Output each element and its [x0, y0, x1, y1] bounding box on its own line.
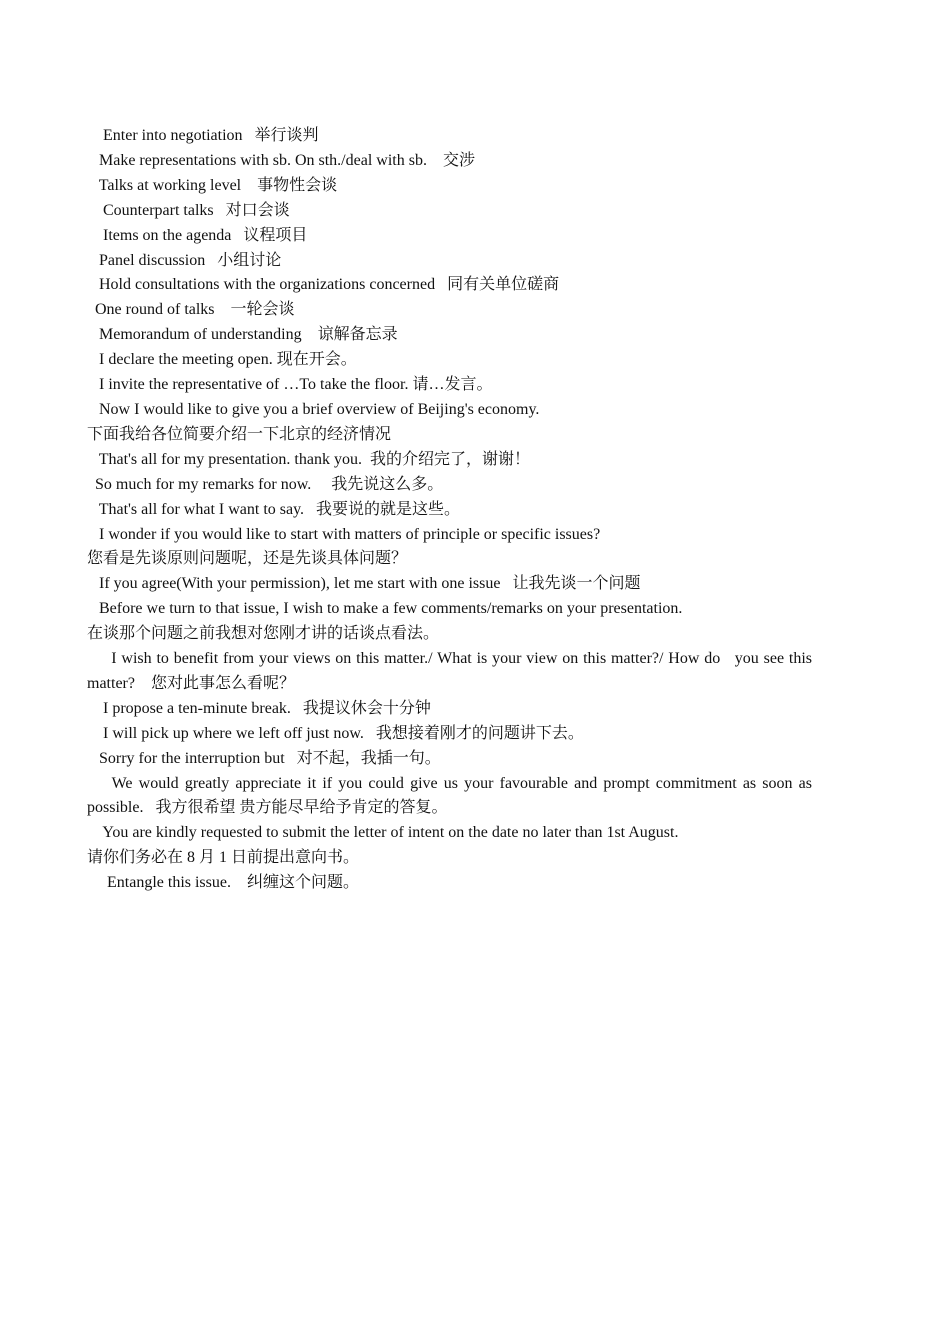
- text-line: I wonder if you would like to start with matters of principle or specific issues?: [87, 525, 601, 543]
- text-line: 下面我给各位简要介绍一下北京的经济情况: [87, 425, 392, 443]
- text-line: Enter into negotiation 举行谈判: [87, 127, 319, 144]
- text-line: Memorandum of understanding 谅解备忘录: [87, 326, 398, 344]
- text-line: 在谈那个问题之前我想对您刚才讲的话谈点看法。: [87, 625, 440, 643]
- text-line: So much for my remarks for now. 我先说这么多。: [87, 475, 444, 493]
- text-line: Talks at working level 事物性会谈: [87, 176, 338, 194]
- text-line: Items on the agenda 议程项目: [87, 226, 308, 244]
- text-line: I declare the meeting open. 现在开会。: [87, 351, 357, 369]
- text-line: That's all for my presentation. thank you. 我的介绍完了，谢谢！: [87, 450, 530, 468]
- text-line: I will pick up where we left off just now. 我想接着刚才的问题讲下去。: [87, 724, 584, 742]
- text-line: That's all for what I want to say. 我要说的就是这些。: [87, 500, 461, 518]
- text-paragraph: We would greatly appreciate it if you could give us your favourable and prompt commitment as soon as possible. 我方很希望 贵方能尽早给予肯定的答复。: [87, 774, 817, 817]
- text-line: Make representations with sb. On sth./deal with sb. 交涉: [87, 151, 475, 169]
- text-line: 请你们务必在 8 月 1 日前提出意向书。: [87, 849, 360, 867]
- text-line: I propose a ten-minute break. 我提议休会十分钟: [87, 699, 431, 717]
- text-line: You are kindly requested to submit the letter of intent on the date no later than 1st August.: [87, 824, 679, 842]
- text-line: Counterpart talks 对口会谈: [87, 201, 290, 219]
- text-line: One round of talks 一轮会谈: [87, 301, 295, 319]
- text-line: I invite the representative of …To take the floor. 请…发言。: [87, 376, 493, 394]
- text-line: 您看是先谈原则问题呢，还是先谈具体问题？: [87, 550, 408, 568]
- text-line: Before we turn to that issue, I wish to make a few comments/remarks on your presentation.: [87, 600, 683, 618]
- phrase-list: [87, 124, 817, 896]
- text-line: Entangle this issue. 纠缠这个问题。: [87, 874, 359, 892]
- text-line: Sorry for the interruption but 对不起，我插一句。: [87, 749, 441, 767]
- text-paragraph: I wish to benefit from your views on this matter./ What is your view on this matter?/ How do you see this matter? 您对此事怎么看呢？: [87, 650, 816, 692]
- text-line: Panel discussion 小组讨论: [87, 251, 282, 269]
- text-line: If you agree(With your permission), let me start with one issue 让我先谈一个问题: [87, 575, 641, 593]
- text-line: Now I would like to give you a brief overview of Beijing's economy.: [87, 400, 540, 418]
- text-line: Hold consultations with the organizations concerned 同有关单位磋商: [87, 276, 560, 294]
